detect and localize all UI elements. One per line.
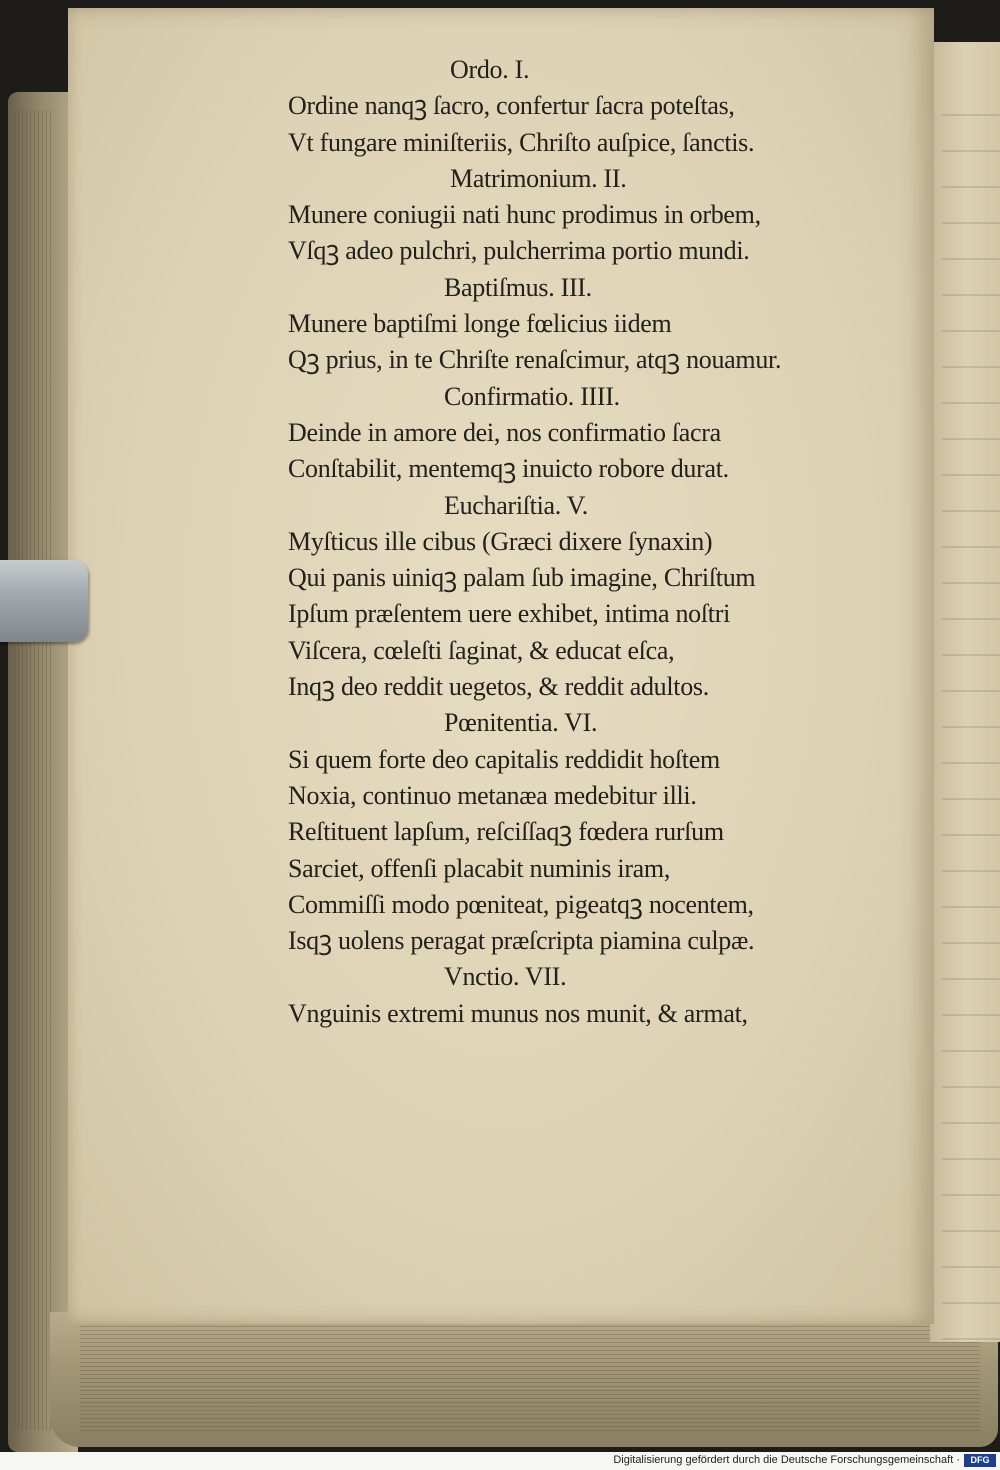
- verse-line: Conſtabilit, mentemqꝫ inuicto robore durat.: [288, 454, 729, 484]
- heading-ordo: Ordo. I.: [450, 55, 530, 84]
- verse-line: Qꝫ prius, in te Chriſte renaſcimur, atqꝫ nouamur.: [288, 345, 782, 375]
- footer-bar: [0, 1452, 1000, 1470]
- heading-baptismus: Baptiſmus. III.: [444, 272, 592, 302]
- verse-line: Vſqꝫ adeo pulchri, pulcherrima portio mundi.: [288, 236, 750, 266]
- dfg-logo: DFG: [964, 1454, 996, 1467]
- verse-line: Myſticus ille cibus (Græci dixere ſynaxin): [288, 526, 713, 556]
- verse-line: Vt fungare miniſteriis, Chriſto auſpice, ſanctis.: [288, 127, 755, 157]
- verse-line: Si quem forte deo capitalis reddidit hoſtem: [288, 744, 720, 774]
- verse-line: Reſtituent lapſum, reſciſſaqꝫ fœdera rurſum: [288, 817, 724, 847]
- heading-matrimonium: Matrimonium. II.: [450, 163, 627, 193]
- verse-line: Munere baptiſmi longe fœlicius iidem: [288, 309, 672, 339]
- verse-line: Commiſſi modo pœniteat, pigeatqꝫ nocentem,: [288, 889, 754, 919]
- verse-line: Viſcera, cœleſti ſaginat, & educat eſca,: [288, 635, 675, 665]
- book-bottom-edge-lines: [80, 1322, 980, 1432]
- verse-line: Inqꝫ deo reddit uegetos, & reddit adultos.: [288, 672, 709, 702]
- verse-line: Munere coniugii nati hunc prodimus in orbem,: [288, 200, 761, 230]
- verse-line: Ipſum præſentem uere exhibet, intima noſtri: [288, 599, 730, 629]
- heading-poenitentia: Pœnitentia. VI.: [444, 708, 598, 738]
- verse-line: Isqꝫ uolens peragat præſcripta piamina culpæ.: [288, 926, 755, 956]
- heading-unctio: Vnctio. VII.: [444, 962, 567, 992]
- verse-line: Ordine nanqꝫ ſacro, confertur ſacra poteſtas,: [288, 91, 735, 121]
- heading-confirmatio: Confirmatio. IIII.: [444, 381, 620, 411]
- facing-page-lines: [942, 80, 1000, 1360]
- page-text: [288, 52, 848, 1032]
- verse-line: Noxia, continuo metanæa medebitur illi.: [288, 780, 697, 810]
- page-clip: [0, 560, 88, 642]
- book-left-edge-lines: [14, 110, 54, 1430]
- footer-credit: Digitalisierung gefördert durch die Deutsche Forschungsgemeinschaft ·: [613, 1454, 960, 1466]
- verse-line: Sarciet, offenſi placabit numinis iram,: [288, 853, 671, 883]
- verse-line: Qui panis uiniqꝫ palam ſub imagine, Chriſtum: [288, 563, 756, 593]
- heading-eucharistia: Euchariſtia. V.: [444, 490, 589, 520]
- verse-line: Vnguinis extremi munus nos munit, & armat,: [288, 998, 748, 1028]
- verse-line: Deinde in amore dei, nos confirmatio ſacra: [288, 417, 721, 447]
